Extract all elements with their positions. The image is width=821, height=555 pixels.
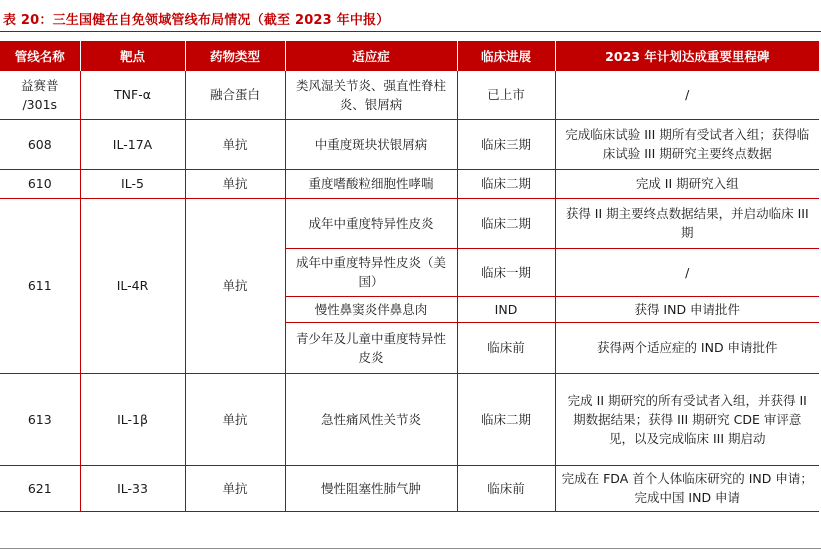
target-cell: IL-1β [80,373,185,465]
pipeline-cell: 613 [0,373,80,465]
pipeline-table [0,41,819,512]
milestone-cell: 完成 II 期研究入组 [555,169,819,198]
drug-type-cell: 单抗 [185,198,285,373]
table-row [0,198,819,248]
header-stage: 临床进展 [457,41,555,71]
table-title: 表 20：三生国健在自免领域管线布局情况（截至 2023 年中报） [3,13,390,28]
header-row [0,41,819,71]
target-cell: IL-17A [80,119,185,169]
indication-cell: 重度嗜酸粒细胞性哮喘 [285,169,457,198]
milestone-cell: 获得 IND 申请批件 [555,296,819,322]
stage-cell: IND [457,296,555,322]
drug-type-cell: 单抗 [185,373,285,465]
header-pipeline: 管线名称 [0,41,80,71]
target-cell: IL-33 [80,465,185,511]
header-milestone: 2023 年计划达成重要里程碑 [555,41,819,71]
stage-cell: 临床前 [457,465,555,511]
target-cell: TNF-α [80,71,185,119]
stage-cell: 已上市 [457,71,555,119]
header-indication: 适应症 [285,41,457,71]
footer-divider [0,548,821,549]
target-cell: IL-5 [80,169,185,198]
title-divider [0,31,821,32]
stage-cell: 临床三期 [457,119,555,169]
milestone-cell: 完成在 FDA 首个人体临床研究的 IND 申请；完成中国 IND 申请 [555,465,819,511]
pipeline-cell: 621 [0,465,80,511]
indication-cell: 慢性阻塞性肺气肿 [285,465,457,511]
indication-cell: 成年中重度特异性皮炎（美国） [285,248,457,296]
milestone-cell: / [555,248,819,296]
table-row [0,373,819,465]
stage-cell: 临床二期 [457,373,555,465]
drug-type-cell: 单抗 [185,169,285,198]
indication-cell: 中重度斑块状银屑病 [285,119,457,169]
drug-type-cell: 单抗 [185,119,285,169]
milestone-cell: / [555,71,819,119]
indication-cell: 成年中重度特异性皮炎 [285,198,457,248]
indication-cell: 慢性鼻窦炎伴鼻息肉 [285,296,457,322]
indication-cell: 急性痛风性关节炎 [285,373,457,465]
pipeline-cell: 610 [0,169,80,198]
milestone-cell: 完成临床试验 III 期所有受试者入组；获得临床试验 III 期研究主要终点数据 [555,119,819,169]
stage-cell: 临床二期 [457,198,555,248]
stage-cell: 临床前 [457,322,555,373]
table-row [0,119,819,169]
milestone-cell: 获得 II 期主要终点数据结果，并启动临床 III 期 [555,198,819,248]
drug-type-cell: 融合蛋白 [185,71,285,119]
pipeline-cell: 608 [0,119,80,169]
indication-cell: 青少年及儿童中重度特异性皮炎 [285,322,457,373]
table-row [0,465,819,511]
target-cell: IL-4R [80,198,185,373]
drug-type-cell: 单抗 [185,465,285,511]
stage-cell: 临床一期 [457,248,555,296]
header-drug-type: 药物类型 [185,41,285,71]
indication-cell: 类风湿关节炎、强直性脊柱炎、银屑病 [285,71,457,119]
milestone-cell: 获得两个适应症的 IND 申请批件 [555,322,819,373]
pipeline-cell: 益赛普 /301s [0,71,80,119]
milestone-cell: 完成 II 期研究的所有受试者入组，并获得 II 期数据结果；获得 III 期研究 CDE 审评意见，以及完成临床 III 期启动 [555,373,819,465]
header-target: 靶点 [80,41,185,71]
stage-cell: 临床二期 [457,169,555,198]
table-row [0,169,819,198]
table-row [0,71,819,119]
pipeline-cell: 611 [0,198,80,373]
